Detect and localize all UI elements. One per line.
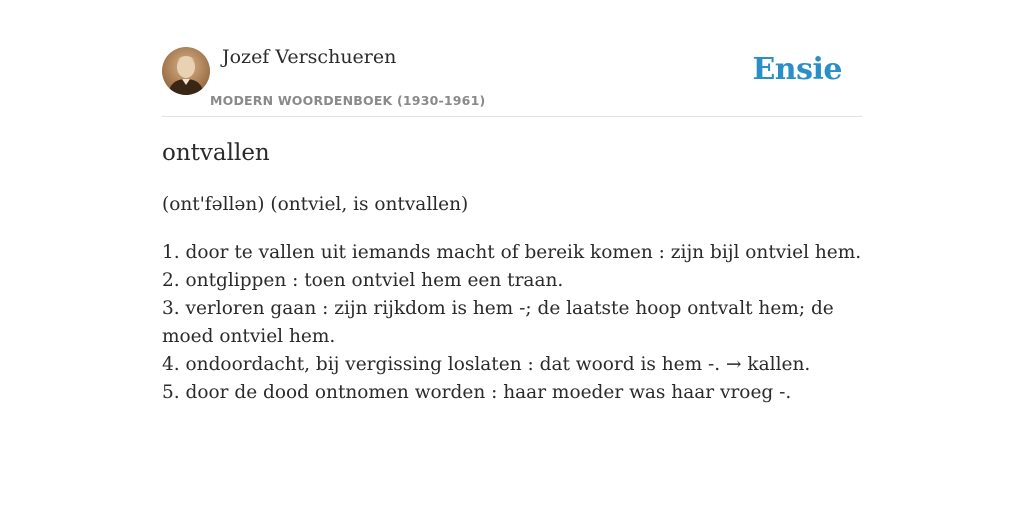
- definition-list: [162, 239, 862, 407]
- definition-item: 3. verloren gaan : zijn rijkdom is hem -; de laatste hoop ontvalt hem; de moed ontviel hem.: [162, 298, 834, 347]
- author-name[interactable]: Jozef Verschueren: [222, 46, 397, 68]
- source-label[interactable]: MODERN WOORDENBOEK (1930-1961): [210, 93, 486, 108]
- entry-pronunciation: (ont'fəllən) (ontviel, is ontvallen): [162, 194, 469, 215]
- entry-word: ontvallen: [162, 140, 270, 166]
- definition-item: 2. ontglippen : toen ontviel hem een traan.: [162, 270, 564, 291]
- ensie-logo[interactable]: Ensie: [752, 52, 842, 87]
- header: [162, 0, 862, 117]
- definition-item: 4. ondoordacht, bij vergissing loslaten : dat woord is hem -. → kallen.: [162, 354, 811, 375]
- definition-item: 1. door te vallen uit iemands macht of bereik komen : zijn bijl ontviel hem.: [162, 242, 862, 263]
- portrait-image: [162, 47, 210, 95]
- page-container: [162, 0, 862, 512]
- definition-item: 5. door de dood ontnomen worden : haar moeder was haar vroeg -.: [162, 382, 792, 403]
- author-avatar[interactable]: [162, 47, 210, 95]
